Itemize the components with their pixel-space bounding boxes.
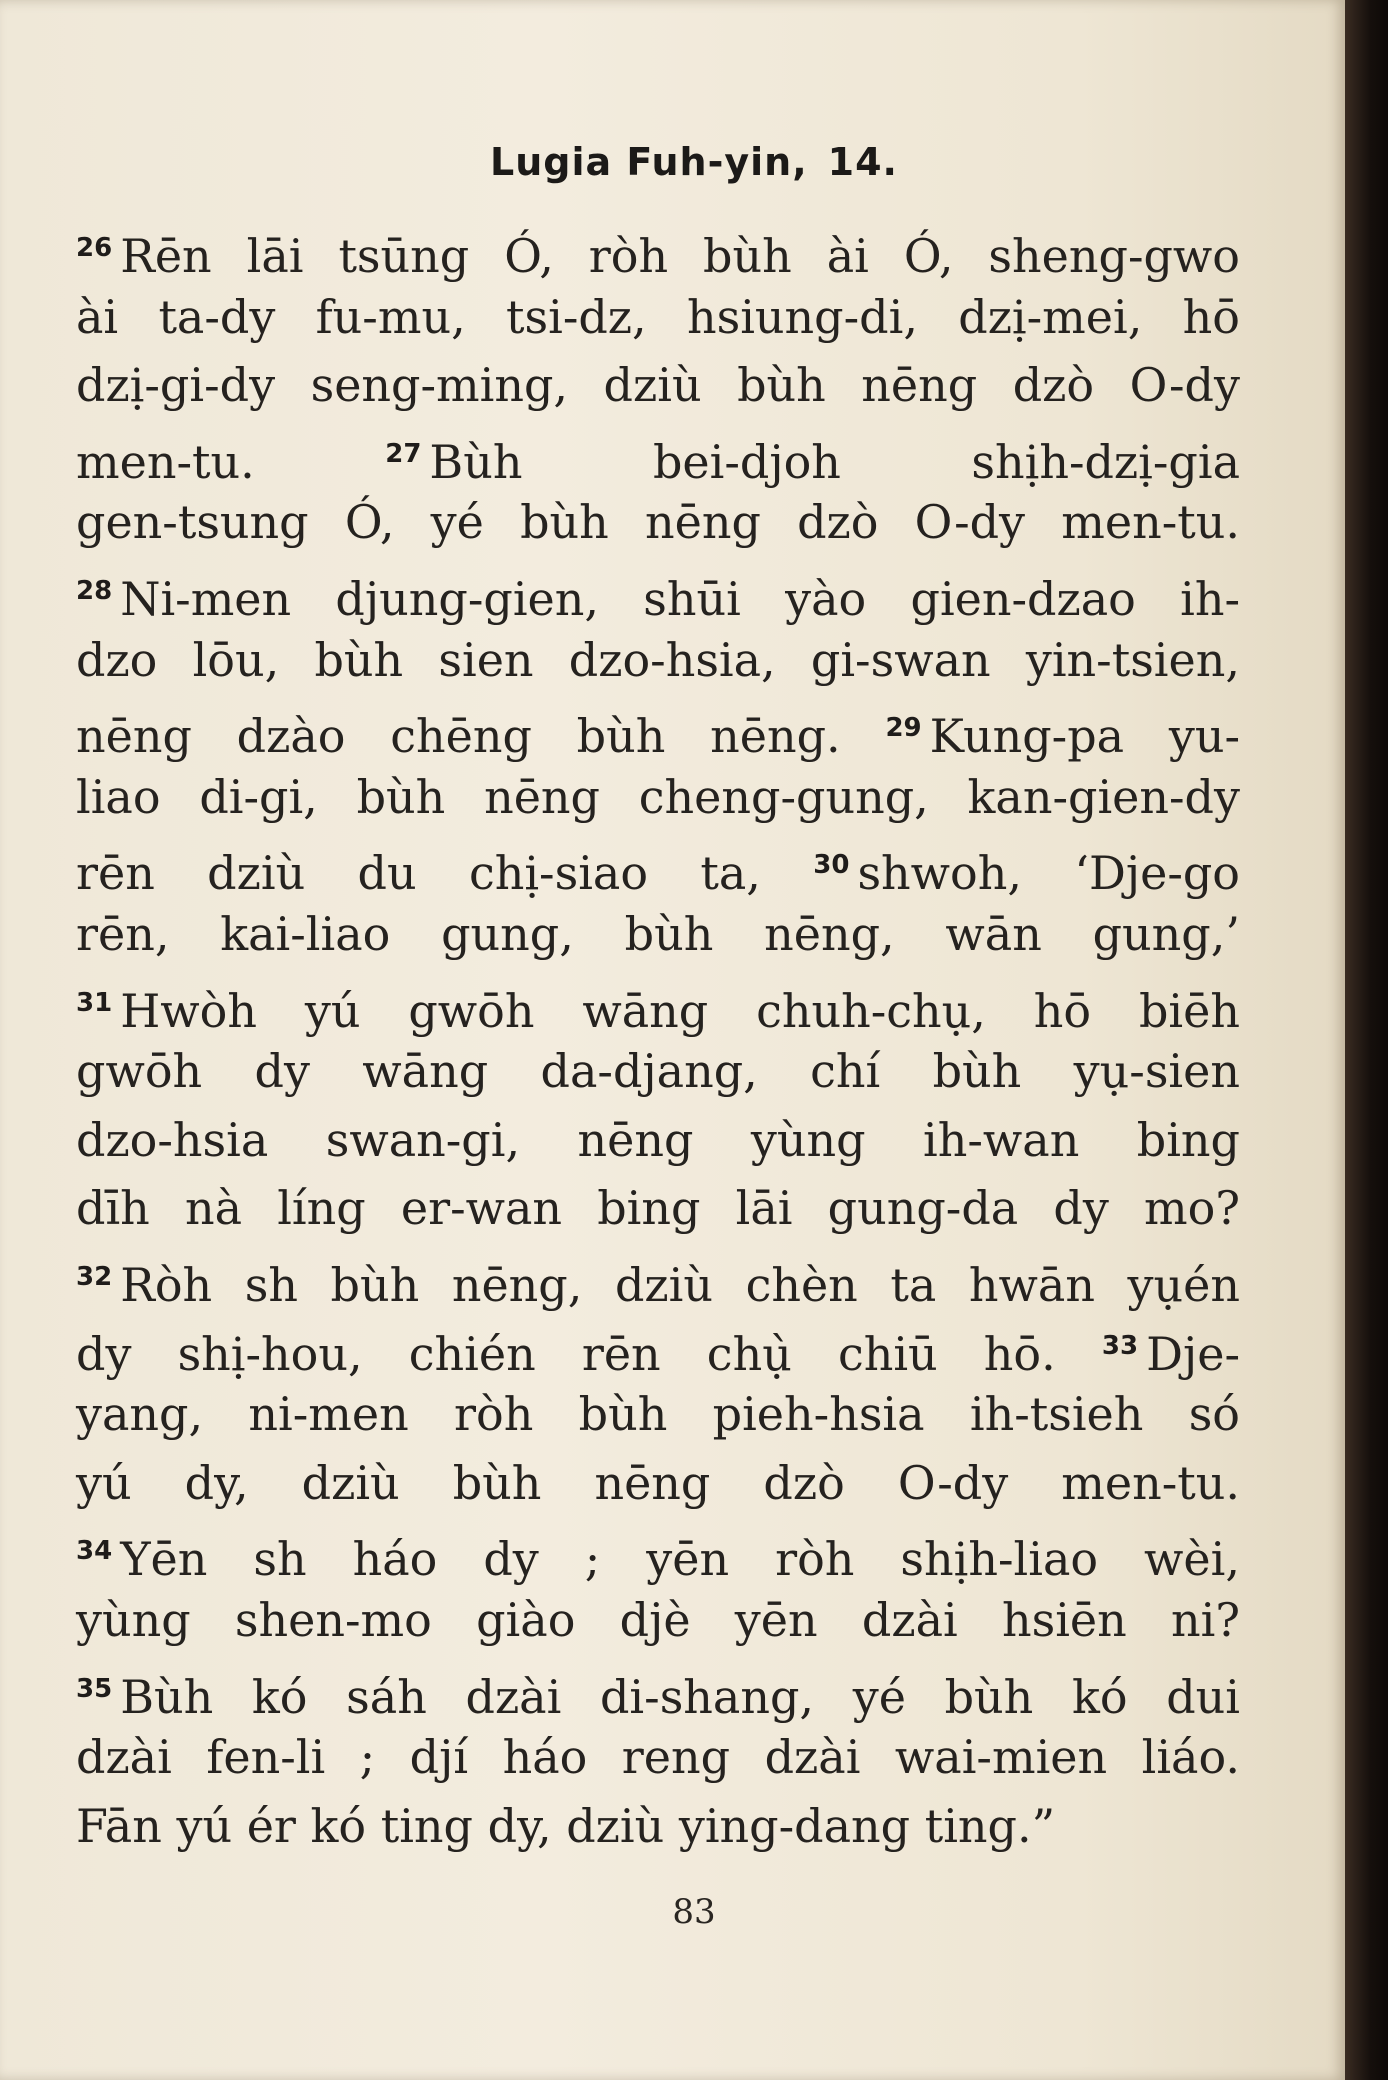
text-line bbox=[76, 1178, 1240, 1238]
text-line bbox=[76, 630, 1240, 690]
verse-number: 27 bbox=[385, 439, 422, 469]
book-spine bbox=[1345, 0, 1388, 2080]
text-line bbox=[76, 355, 1240, 415]
line-text: yùng shen-mo giào djè yēn dzài hsiēn ni? bbox=[76, 1593, 1240, 1647]
line-text: Ròh sh bùh nēng, dziù chèn ta hwān yụén bbox=[120, 1258, 1240, 1312]
line-text: dzài fen-li ; djí háo reng dzài wai-mien liáo. bbox=[76, 1730, 1240, 1784]
line-text: shwoh, ‘Dje-go bbox=[857, 846, 1240, 900]
text-line bbox=[76, 1659, 1240, 1727]
line-text: yú dy, dziù bùh nēng dzò O-dy men-tu. bbox=[76, 1456, 1240, 1510]
verse-number: 35 bbox=[76, 1674, 113, 1704]
text-line bbox=[76, 1110, 1240, 1170]
line-text: Kung-pa yu- bbox=[929, 709, 1241, 763]
verse-number: 29 bbox=[885, 713, 922, 743]
text-line bbox=[76, 1521, 1240, 1589]
line-text: liao di-gi, bùh nēng cheng-gung, kan-gien-dy bbox=[76, 770, 1240, 824]
text-line bbox=[76, 1247, 1240, 1315]
book-title: Lugia Fuh-yin, bbox=[490, 140, 808, 184]
line-text: Dje- bbox=[1146, 1327, 1240, 1381]
text-line bbox=[76, 424, 1240, 492]
line-text: Fān yú ér kó ting dy, dziù ying-dang ting.” bbox=[76, 1799, 1056, 1853]
verse-number: 34 bbox=[76, 1536, 113, 1566]
line-text: Hwòh yú gwōh wāng chuh-chụ, hō biēh bbox=[120, 984, 1240, 1038]
text-line bbox=[76, 1590, 1240, 1650]
line-text: gwōh dy wāng da-djang, chí bùh yụ-sien bbox=[76, 1044, 1240, 1098]
line-text: Ni-men djung-gien, shūi yào gien-dzao ih- bbox=[120, 572, 1240, 626]
line-text: Bùh kó sáh dzài di-shang, yé bùh kó dui bbox=[120, 1670, 1240, 1724]
line-text: men-tu. bbox=[76, 435, 255, 489]
verse-number: 33 bbox=[1101, 1331, 1139, 1361]
verse-number: 30 bbox=[813, 850, 850, 880]
line-text: dy shị-hou, chién rēn chụ̀ chiū hō. bbox=[76, 1327, 1056, 1381]
text-line bbox=[76, 1796, 1240, 1856]
text-line bbox=[76, 287, 1240, 347]
text-line bbox=[76, 1041, 1240, 1101]
line-text: nēng dzào chēng bùh nēng. bbox=[76, 709, 841, 763]
text-line bbox=[76, 767, 1240, 827]
text-line bbox=[76, 1727, 1240, 1787]
line-text: dzo lōu, bùh sien dzo-hsia, gi-swan yin-tsien, bbox=[76, 633, 1240, 687]
line-text: dzo-hsia swan-gi, nēng yùng ih-wan bing bbox=[76, 1113, 1240, 1167]
verse-number: 26 bbox=[76, 233, 113, 263]
line-text: Bùh bei-djoh shịh-dzị-gia bbox=[429, 435, 1241, 489]
line-text: rēn dziù du chị-siao ta, bbox=[76, 846, 761, 900]
line-text: Yēn sh háo dy ; yēn ròh shịh-liao wèi, bbox=[120, 1532, 1240, 1586]
running-header bbox=[0, 140, 1388, 184]
text-line bbox=[76, 1453, 1240, 1513]
text-line bbox=[76, 698, 1240, 766]
line-text: dzị-gi-dy seng-ming, dziù bùh nēng dzò O-dy bbox=[76, 358, 1240, 412]
chapter-number: 14. bbox=[827, 140, 898, 184]
text-line bbox=[76, 835, 1240, 903]
line-text: gen-tsung Ó, yé bùh nēng dzò O-dy men-tu. bbox=[76, 495, 1240, 549]
verse-number: 31 bbox=[76, 988, 113, 1018]
verse-number: 32 bbox=[76, 1262, 113, 1292]
text-line bbox=[76, 1316, 1240, 1384]
line-text: dīh nà líng er-wan bing lāi gung-da dy mo? bbox=[76, 1181, 1240, 1235]
verse-number: 28 bbox=[76, 576, 113, 606]
line-text: yang, ni-men ròh bùh pieh-hsia ih-tsieh só bbox=[76, 1387, 1240, 1441]
text-line bbox=[76, 973, 1240, 1041]
text-line bbox=[76, 1384, 1240, 1444]
page-number: 83 bbox=[672, 1892, 716, 1932]
line-text: Rēn lāi tsūng Ó, ròh bùh ài Ó, sheng-gwo bbox=[120, 229, 1240, 283]
line-text: ài ta-dy fu-mu, tsi-dz, hsiung-di, dzị-mei, hō bbox=[76, 290, 1240, 344]
text-line bbox=[76, 492, 1240, 552]
text-line bbox=[76, 218, 1240, 286]
text-line bbox=[76, 904, 1240, 964]
text-line bbox=[76, 561, 1240, 629]
line-text: rēn, kai-liao gung, bùh nēng, wān gung,’ bbox=[76, 907, 1240, 961]
